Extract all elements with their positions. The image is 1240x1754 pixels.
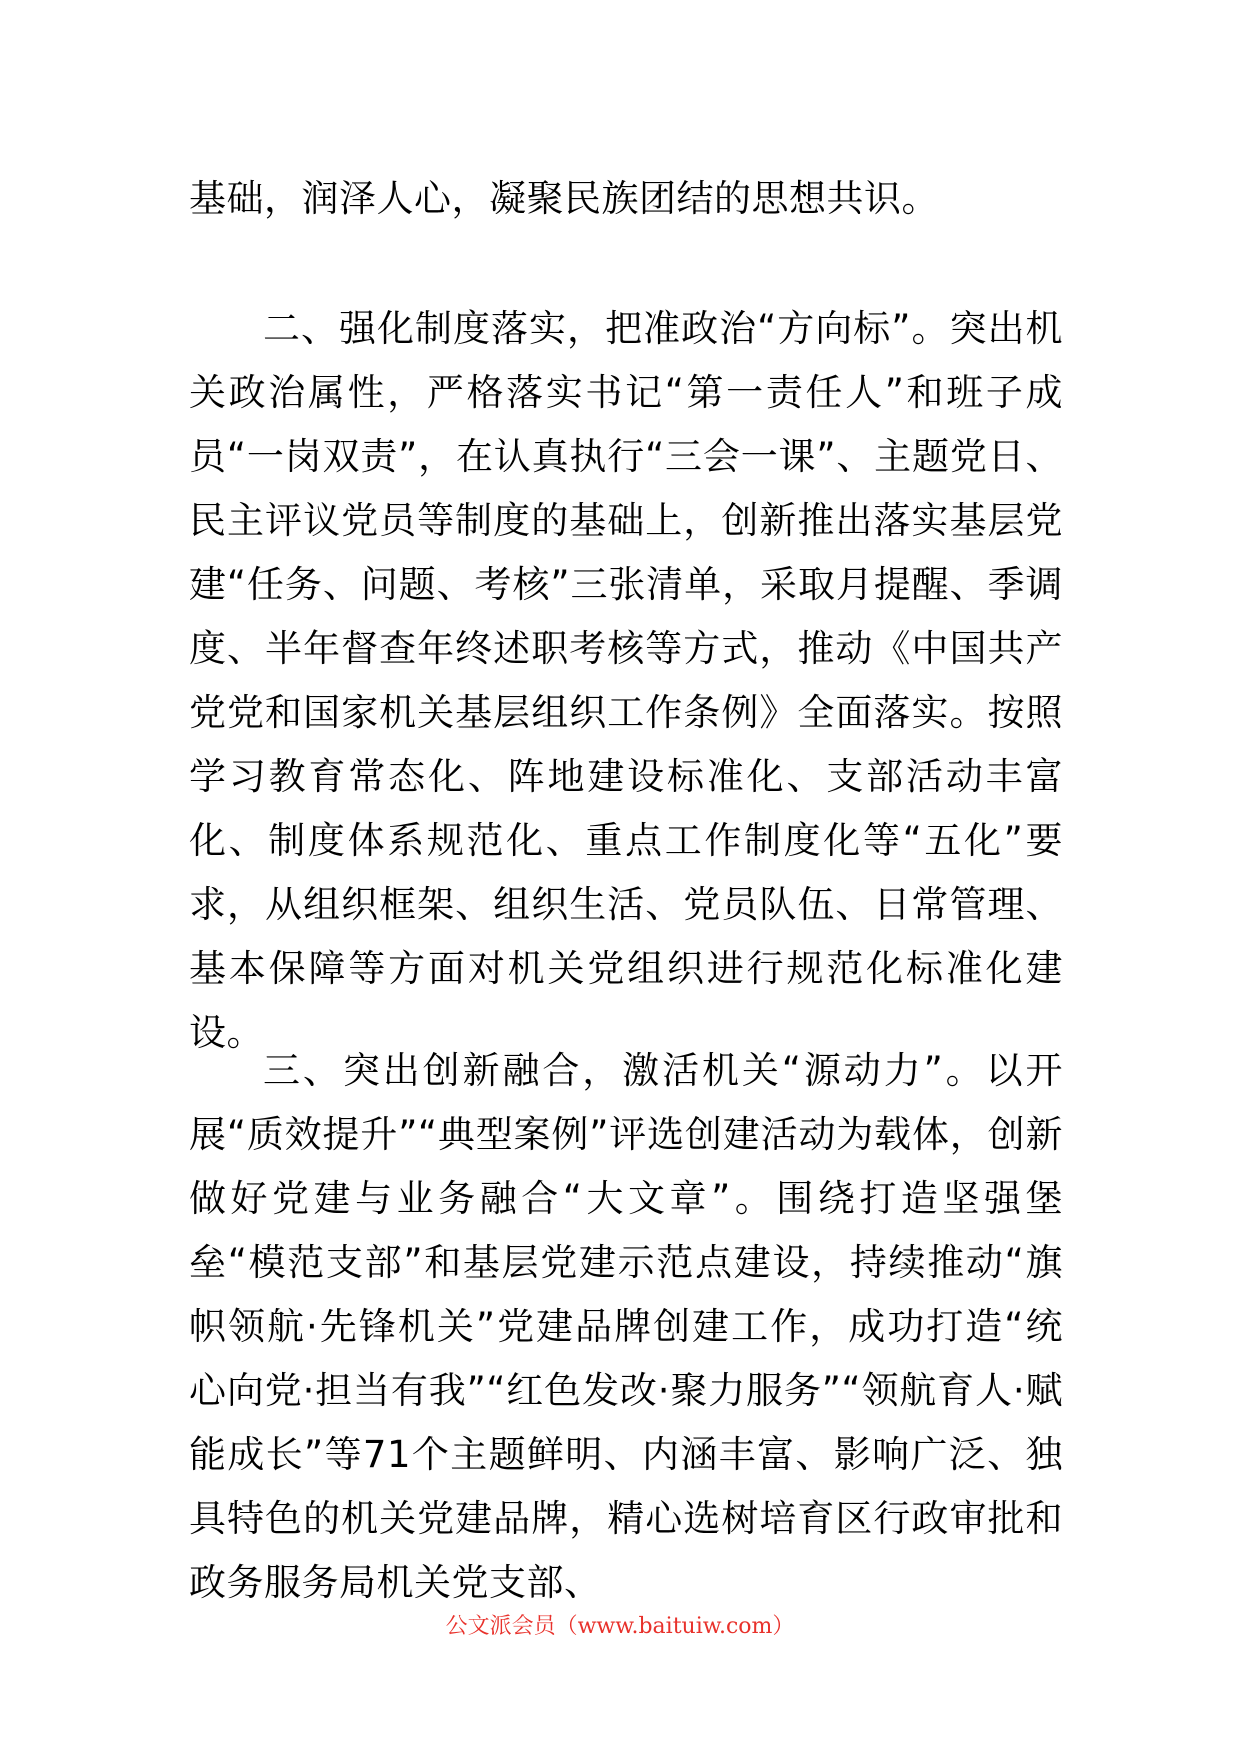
footer-watermark: 公文派会员（www.baituiw.com） — [445, 1614, 795, 1639]
paragraph-section-three: 三、突出创新融合，激活机关“源动力”。以开展“质效提升”“典型案例”评选创建活动为载体，创新做好党建与业务融合“大文章”。围绕打造坚强堡垒“模范支部”和基层党建示范点建设，持续推动“旗帜领航·先锋机关”党建品牌创建工作，成功打造“统心向党·担当有我”“红色发改·聚力服务”“领航育人·赋能成长”等71个主题鲜明、内涵丰富、影响广泛、独具特色的机关党建品牌，精心选树培育区行政审批和政务服务局机关党支部、 — [189, 1049, 1063, 1604]
paragraph-section-two: 二、强化制度落实，把准政治“方向标”。突出机关政治属性，严格落实书记“第一责任人”和班子成员“一岗双责”，在认真执行“三会一课”、主题党日、民主评议党员等制度的基础上，创新推出落实基层党建“任务、问题、考核”三张清单，采取月提醒、季调度、半年督查年终述职考核等方式，推动《中国共产党党和国家机关基层组织工作条例》全面落实。按照学习教育常态化、阵地建设标准化、支部活动丰富化、制度体系规范化、重点工作制度化等“五化”要求，从组织框架、组织生活、党员队伍、日常管理、基本保障等方面对机关党组织进行规范化标准化建设。 — [189, 307, 1063, 1054]
paragraph-continuation: 基础，润泽人心，凝聚民族团结的思想共识。 — [189, 177, 939, 220]
